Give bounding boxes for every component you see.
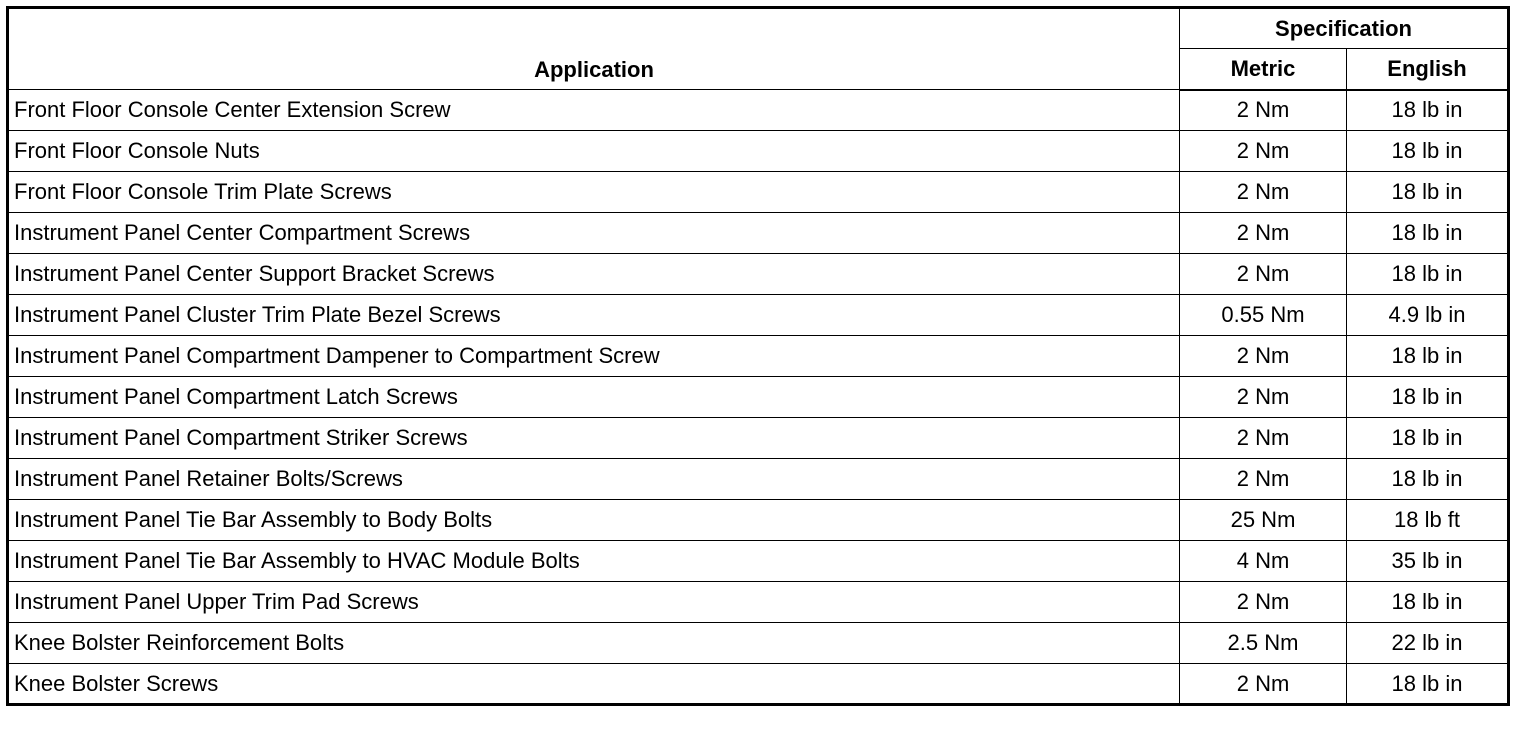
table-row — [8, 90, 1509, 131]
metric-cell: 2 Nm — [1180, 377, 1347, 418]
table-row — [8, 582, 1509, 623]
metric-cell: 2 Nm — [1180, 254, 1347, 295]
application-cell: Front Floor Console Nuts — [8, 131, 1180, 172]
english-cell: 22 lb in — [1347, 623, 1509, 664]
fastener-specification-table — [6, 6, 1510, 706]
english-cell: 18 lb in — [1347, 172, 1509, 213]
application-cell: Knee Bolster Screws — [8, 664, 1180, 705]
table-row — [8, 213, 1509, 254]
table-row — [8, 541, 1509, 582]
table-row — [8, 254, 1509, 295]
english-cell: 18 lb in — [1347, 254, 1509, 295]
application-cell: Instrument Panel Center Compartment Screws — [8, 213, 1180, 254]
english-cell: 18 lb in — [1347, 664, 1509, 705]
application-cell: Instrument Panel Cluster Trim Plate Bezel Screws — [8, 295, 1180, 336]
metric-header: Metric — [1180, 49, 1347, 90]
header-row-top — [8, 8, 1509, 49]
application-cell: Instrument Panel Tie Bar Assembly to HVAC Module Bolts — [8, 541, 1180, 582]
metric-cell: 4 Nm — [1180, 541, 1347, 582]
table-row — [8, 172, 1509, 213]
application-cell: Front Floor Console Center Extension Screw — [8, 90, 1180, 131]
english-cell: 18 lb in — [1347, 418, 1509, 459]
application-cell: Instrument Panel Retainer Bolts/Screws — [8, 459, 1180, 500]
english-cell: 4.9 lb in — [1347, 295, 1509, 336]
english-cell: 18 lb ft — [1347, 500, 1509, 541]
english-cell: 18 lb in — [1347, 336, 1509, 377]
table-row — [8, 295, 1509, 336]
application-cell: Instrument Panel Upper Trim Pad Screws — [8, 582, 1180, 623]
table-row — [8, 418, 1509, 459]
application-cell: Instrument Panel Center Support Bracket Screws — [8, 254, 1180, 295]
metric-cell: 2 Nm — [1180, 131, 1347, 172]
application-cell: Instrument Panel Compartment Dampener to Compartment Screw — [8, 336, 1180, 377]
table-row — [8, 131, 1509, 172]
metric-cell: 2 Nm — [1180, 459, 1347, 500]
table-row — [8, 664, 1509, 705]
table-row — [8, 459, 1509, 500]
metric-cell: 2 Nm — [1180, 90, 1347, 131]
application-cell: Knee Bolster Reinforcement Bolts — [8, 623, 1180, 664]
metric-cell: 2 Nm — [1180, 172, 1347, 213]
table-row — [8, 377, 1509, 418]
application-header: Application — [8, 8, 1180, 90]
english-cell: 18 lb in — [1347, 213, 1509, 254]
metric-cell: 2 Nm — [1180, 664, 1347, 705]
table-body — [8, 90, 1509, 705]
metric-cell: 2 Nm — [1180, 418, 1347, 459]
english-cell: 18 lb in — [1347, 459, 1509, 500]
metric-cell: 25 Nm — [1180, 500, 1347, 541]
english-header: English — [1347, 49, 1509, 90]
table-row — [8, 623, 1509, 664]
metric-cell: 0.55 Nm — [1180, 295, 1347, 336]
application-cell: Instrument Panel Compartment Striker Screws — [8, 418, 1180, 459]
english-cell: 18 lb in — [1347, 90, 1509, 131]
specification-header: Specification — [1180, 8, 1509, 49]
english-cell: 35 lb in — [1347, 541, 1509, 582]
metric-cell: 2 Nm — [1180, 582, 1347, 623]
metric-cell: 2.5 Nm — [1180, 623, 1347, 664]
application-cell: Instrument Panel Compartment Latch Screws — [8, 377, 1180, 418]
application-cell: Instrument Panel Tie Bar Assembly to Body Bolts — [8, 500, 1180, 541]
table-row — [8, 500, 1509, 541]
english-cell: 18 lb in — [1347, 377, 1509, 418]
metric-cell: 2 Nm — [1180, 213, 1347, 254]
application-cell: Front Floor Console Trim Plate Screws — [8, 172, 1180, 213]
english-cell: 18 lb in — [1347, 582, 1509, 623]
table-row — [8, 336, 1509, 377]
english-cell: 18 lb in — [1347, 131, 1509, 172]
metric-cell: 2 Nm — [1180, 336, 1347, 377]
